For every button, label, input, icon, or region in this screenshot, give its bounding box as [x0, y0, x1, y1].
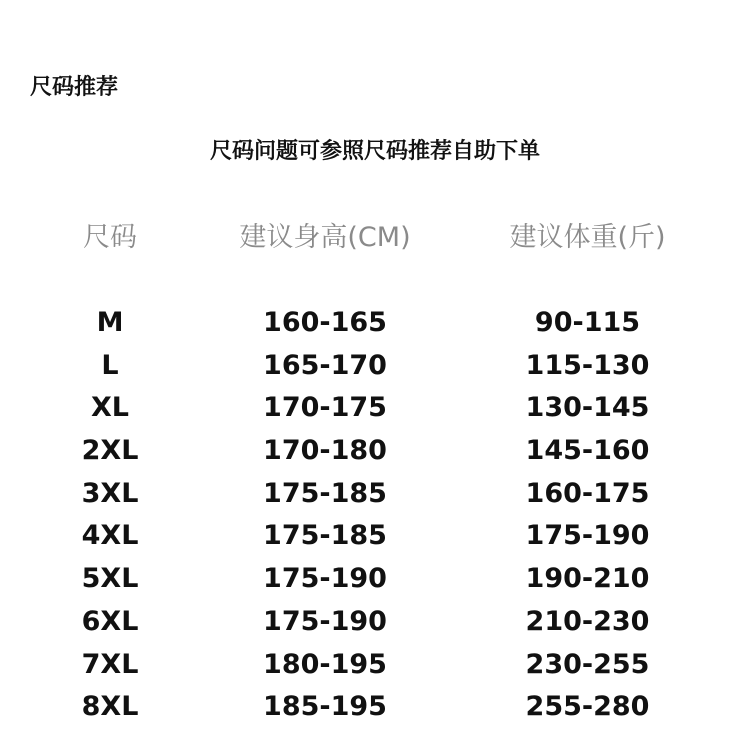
height-cell: 170-175 — [263, 392, 387, 424]
weight-cell: 190-210 — [525, 563, 650, 595]
height-cell: 160-165 — [263, 307, 387, 338]
size-cell: 8XL — [81, 691, 139, 723]
page-subtitle: 尺码问题可参照尺码推荐自助下单 — [209, 139, 540, 164]
weight-cell: 90-115 — [534, 307, 641, 338]
weight-cell: 145-160 — [525, 435, 650, 467]
table-row — [0, 558, 750, 601]
header-height: 建议身高(CM) — [239, 222, 411, 253]
size-cell: 7XL — [81, 648, 139, 680]
header-weight: 建议体重(斤) — [509, 222, 666, 253]
height-cell: 180-195 — [263, 648, 387, 680]
height-cell: 175-190 — [263, 605, 387, 637]
height-cell: 170-180 — [263, 435, 387, 467]
height-cell: 175-190 — [263, 563, 387, 595]
weight-cell: 230-255 — [525, 648, 650, 680]
table-row — [0, 473, 750, 516]
weight-cell: 210-230 — [525, 605, 650, 637]
table-body — [0, 302, 750, 729]
header-size: 尺码 — [83, 222, 137, 253]
table-row — [0, 515, 750, 558]
height-cell: 175-185 — [263, 520, 387, 552]
weight-cell: 130-145 — [525, 392, 650, 424]
size-cell: 3XL — [81, 477, 139, 509]
weight-cell: 160-175 — [525, 477, 650, 509]
size-cell: 2XL — [81, 435, 139, 467]
table-row — [0, 644, 750, 687]
table-row — [0, 430, 750, 473]
size-cell: XL — [90, 392, 130, 424]
size-cell: L — [101, 349, 119, 381]
size-cell: M — [96, 307, 124, 338]
table-row — [0, 601, 750, 644]
size-cell: 4XL — [81, 520, 139, 552]
weight-cell: 175-190 — [525, 520, 650, 552]
table-row — [0, 302, 750, 345]
size-cell: 5XL — [81, 563, 139, 595]
table-row — [0, 345, 750, 388]
table-row — [0, 686, 750, 729]
height-cell: 185-195 — [263, 691, 387, 723]
height-cell: 175-185 — [263, 477, 387, 509]
weight-cell: 115-130 — [525, 349, 650, 381]
size-cell: 6XL — [81, 605, 139, 637]
section-title: 尺码推荐 — [30, 75, 119, 100]
height-cell: 165-170 — [263, 349, 387, 381]
weight-cell: 255-280 — [525, 691, 650, 723]
table-row — [0, 387, 750, 430]
